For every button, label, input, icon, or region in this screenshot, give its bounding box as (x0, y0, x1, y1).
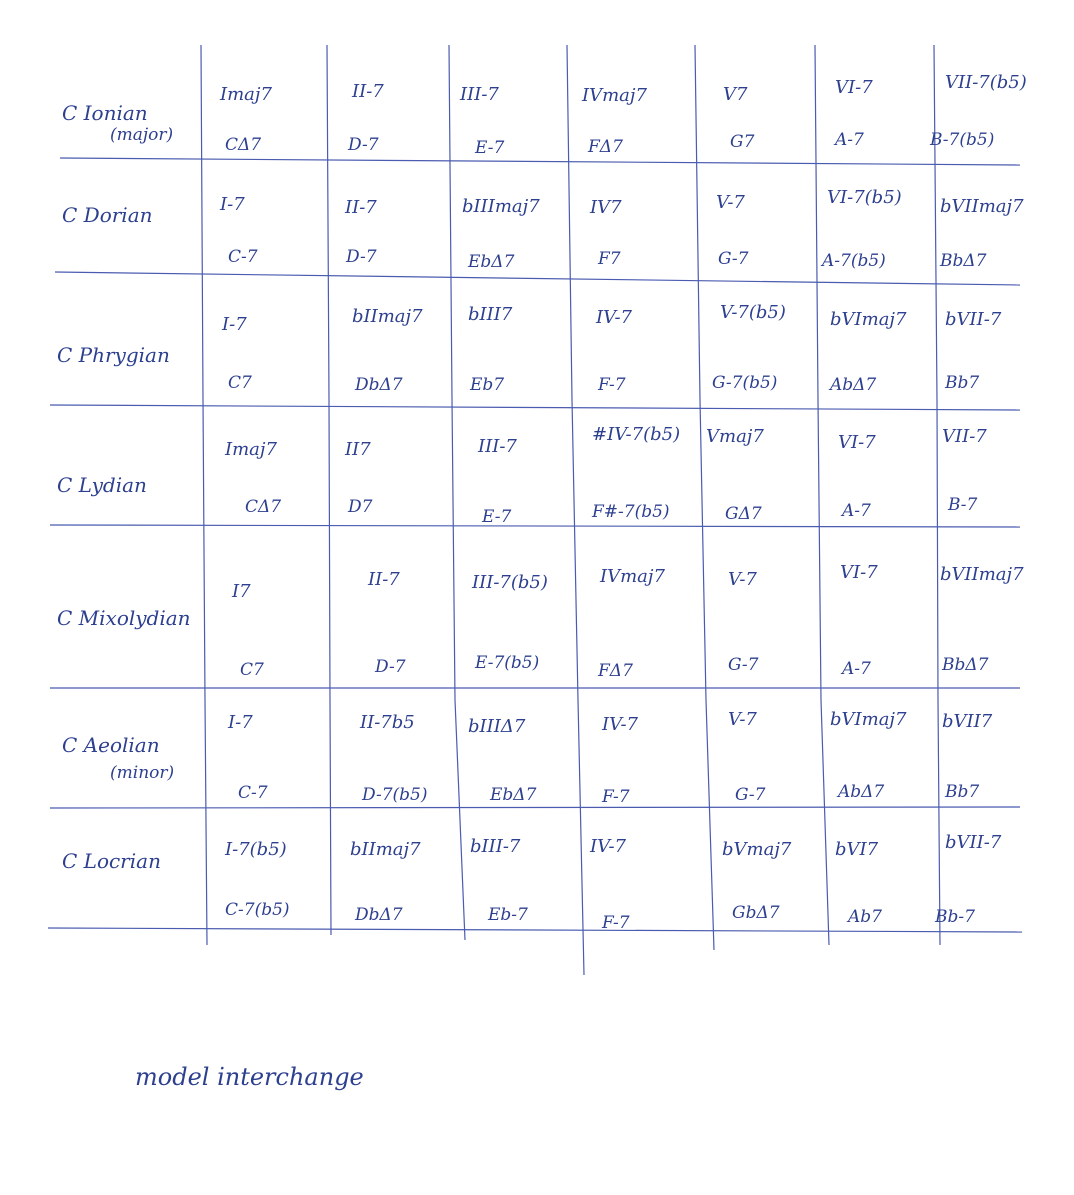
chord-cell: F-7 (598, 375, 626, 395)
chord-cell: C-7(b5) (225, 900, 290, 920)
degree-cell: bVII-7 (945, 309, 1002, 330)
chord-cell: GΔ7 (725, 504, 762, 524)
degree-cell: Imaj7 (220, 84, 272, 105)
chord-cell: A-7 (842, 659, 871, 679)
degree-cell: I7 (232, 581, 251, 602)
degree-cell: bVImaj7 (830, 309, 907, 330)
degree-cell: II-7 (352, 81, 384, 102)
degree-cell: I-7 (220, 194, 245, 215)
degree-cell: I-7 (222, 314, 247, 335)
chord-cell: A-7 (835, 130, 864, 150)
degree-cell: V7 (723, 84, 748, 105)
chord-cell: C7 (228, 373, 252, 393)
chord-cell: FΔ7 (588, 137, 623, 157)
chord-cell: FΔ7 (598, 661, 633, 681)
degree-cell: IV-7 (602, 714, 638, 735)
chord-cell: G-7 (728, 655, 759, 675)
degree-cell: bIImaj7 (352, 306, 423, 327)
mode-subtitle-aeolian: (minor) (110, 763, 175, 783)
chord-cell: D7 (348, 497, 373, 517)
chord-cell: EbΔ7 (468, 252, 515, 272)
degree-cell: III-7 (478, 436, 517, 457)
chord-cell: AbΔ7 (838, 782, 885, 802)
chord-row-aeolian (238, 782, 979, 807)
chord-cell: EbΔ7 (490, 785, 537, 805)
degree-cell: VII-7(b5) (945, 72, 1027, 93)
chord-cell: Bb7 (945, 373, 980, 393)
chord-cell: C-7 (238, 783, 268, 803)
chord-cell: CΔ7 (245, 497, 282, 517)
mode-name-locrian: C Locrian (62, 849, 161, 873)
chord-cell: D-7(b5) (362, 785, 428, 805)
chord-cell: A-7(b5) (822, 251, 886, 271)
degree-cell: VI-7(b5) (827, 187, 902, 208)
degree-cell: V-7 (716, 192, 745, 213)
degree-cell: II-7 (345, 197, 377, 218)
degree-cell: I-7(b5) (225, 839, 287, 860)
degree-cell: bIII-7 (470, 836, 521, 857)
degree-cell: IVmaj7 (600, 566, 665, 587)
degree-cell: bVImaj7 (830, 709, 907, 730)
degree-cell: bVIImaj7 (940, 196, 1024, 217)
degree-cell: bIImaj7 (350, 839, 421, 860)
degree-cell: V-7 (728, 569, 757, 590)
degree-cell: Imaj7 (225, 439, 277, 460)
chord-cell: D-7 (346, 247, 377, 267)
footer-caption: model interchange (135, 1063, 364, 1091)
degree-cell: bVIImaj7 (940, 564, 1024, 585)
mode-name-lydian: C Lydian (57, 473, 147, 497)
mode-labels (57, 101, 191, 873)
chord-cell: F-7 (602, 913, 630, 933)
degree-cell: bIIIΔ7 (468, 716, 526, 737)
degree-cell: bVI7 (835, 839, 879, 860)
degree-row-locrian (224, 832, 1002, 860)
chord-cell: Eb-7 (488, 905, 528, 925)
degree-cell: bVmaj7 (722, 839, 792, 860)
chord-row-phrygian (228, 373, 979, 395)
chord-cell: C7 (240, 660, 264, 680)
degree-cell: Vmaj7 (706, 426, 764, 447)
degree-cell: VII-7 (942, 426, 987, 447)
chord-cell: E-7 (482, 507, 512, 527)
chord-cell: DbΔ7 (355, 905, 403, 925)
degree-cell: IVmaj7 (582, 85, 647, 106)
chord-cell: F7 (598, 249, 621, 269)
chord-cell: CΔ7 (225, 135, 262, 155)
chord-cell: Bb7 (945, 782, 980, 802)
chord-cell: F#-7(b5) (592, 502, 670, 522)
degree-row-ionian (219, 72, 1027, 106)
grid-lines (48, 45, 1022, 975)
degree-cell: VI-7 (838, 432, 876, 453)
mode-name-aeolian: C Aeolian (62, 733, 160, 757)
degree-cell: V-7(b5) (720, 302, 786, 323)
degree-cell: I-7 (228, 712, 253, 733)
chord-cell: BbΔ7 (942, 655, 989, 675)
mode-name-dorian: C Dorian (62, 203, 153, 227)
chord-cell: Ab7 (848, 907, 882, 927)
degree-row-mixolydian (231, 562, 1024, 602)
chord-cell: GbΔ7 (732, 903, 780, 923)
degree-row-phrygian (221, 302, 1002, 335)
chord-row-mixolydian (240, 653, 989, 681)
degree-cell: IV-7 (590, 836, 626, 857)
chord-cell: AbΔ7 (830, 375, 877, 395)
degree-cell: bIII7 (468, 304, 513, 325)
degree-cell: #IV-7(b5) (592, 424, 681, 445)
mode-name-phrygian: C Phrygian (57, 343, 170, 367)
degree-cell: III-7 (460, 84, 499, 105)
degree-cell: IV7 (590, 197, 622, 218)
chord-cell: E-7 (475, 138, 505, 158)
chord-cell: B-7(b5) (930, 130, 995, 150)
mode-name-ionian: C Ionian (62, 101, 148, 125)
chord-cell: D-7 (348, 135, 379, 155)
degree-cell: V-7 (728, 709, 757, 730)
degree-cell: II7 (345, 439, 371, 460)
mode-subtitle-ionian: (major) (110, 125, 174, 145)
chord-cell: BbΔ7 (940, 251, 987, 271)
mode-name-mixolydian: C Mixolydian (57, 606, 191, 630)
chord-row-dorian (228, 247, 987, 272)
degree-cell: VI-7 (840, 562, 878, 583)
degree-cell: II-7 (368, 569, 400, 590)
chord-cell: Bb-7 (935, 907, 975, 927)
chord-cell: D-7 (375, 657, 406, 677)
chord-cell: G-7 (718, 249, 749, 269)
chord-cell: G-7 (735, 785, 766, 805)
chord-cell: Eb7 (470, 375, 505, 395)
degree-row-aeolian (227, 709, 993, 737)
degree-cell: VI-7 (835, 77, 873, 98)
degree-cell: bVII-7 (945, 832, 1002, 853)
chord-cell: C-7 (228, 247, 258, 267)
degree-cell: bIIImaj7 (462, 196, 540, 217)
chord-row-locrian (225, 900, 975, 933)
chord-cell: G-7(b5) (712, 373, 778, 393)
chord-cell: F-7 (602, 787, 630, 807)
chord-cell: E-7(b5) (475, 653, 540, 673)
chord-row-ionian (225, 130, 994, 158)
degree-cell: III-7(b5) (472, 572, 548, 593)
chord-cell: G7 (730, 132, 755, 152)
chord-cell: B-7 (948, 495, 978, 515)
chord-cell: DbΔ7 (355, 375, 403, 395)
degree-row-dorian (219, 187, 1024, 218)
degree-cell: IV-7 (596, 307, 632, 328)
chord-row-lydian (245, 495, 978, 527)
degree-cell: bVII7 (942, 711, 993, 732)
chord-cell: A-7 (842, 501, 871, 521)
degree-row-lydian (224, 424, 987, 460)
degree-cell: II-7b5 (360, 712, 415, 733)
